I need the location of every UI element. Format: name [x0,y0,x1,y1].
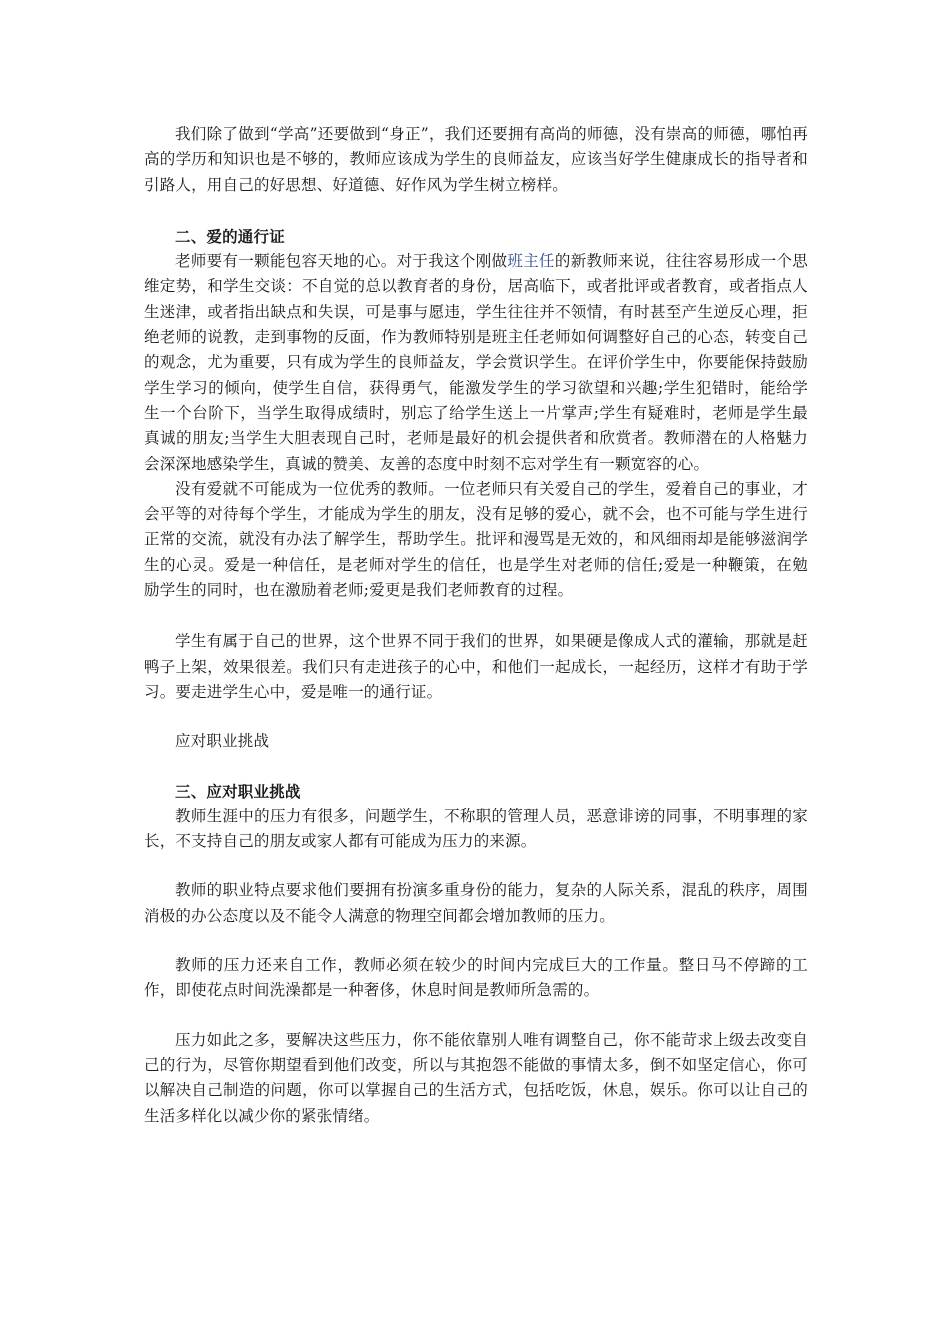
paragraph-no-love: 没有爱就不可能成为一位优秀的教师。一位老师只有关爱自己的学生，爱着自己的事业，才会平等的对待每个学生，才能成为学生的朋友，没有足够的爱心，就不会，也不可能与学生进行正常的交流，就没有办法了解学生，帮助学生。批评和漫骂是无效的，和风细雨却是能够滋润学生的心灵。爱是一种信任，是老师对学生的信任，也是学生对老师的信任;爱是一种鞭策，在勉励学生的同时，也在激励着老师;爱更是我们老师教育的过程。 [144,479,808,600]
paragraph-open-heart [144,249,808,477]
paragraph-student-world: 学生有属于自己的世界，这个世界不同于我们的世界，如果硬是像成人式的灌输，那就是赶鸭子上架，效果很差。我们只有走进孩子的心中，和他们一起成长，一起经历，这样才有助于学习。要走进学生心中，爱是唯一的通行证。 [144,632,808,701]
paragraph-spacer [144,755,808,779]
paragraph-text: 的新教师来说，往往容易形成一个思维定势，和学生交谈：不自觉的总以教育者的身份，居高临下，或者批评或者教育，或者指点人生迷津，或者指出缺点和失误，可是事与愿违，学生往往并不领情，有时甚至产生逆反心理，拒绝老师的说教，走到事物的反面，作为教师特别是班主任老师如何调整好自己的心态，转变自己的观念，尤为重要，只有成为学生的良师益友，学会赏识学生。在评价学生中，你要能保持鼓励学生学习的倾向，使学生自信，获得勇气，能激发学生的学习欲望和兴趣;学生犯错时，能给学生一个台阶下，当学生取得成绩时，别忘了给学生送上一片掌声;学生有疑难时，老师是学生最真诚的朋友;当学生大胆表现自己时，老师是最好的机会提供者和欣赏者。教师潜在的人格魅力会深深地感染学生，真诚的赞美、友善的态度中时刻不忘对学生有一颗宽容的心。 [144,252,808,473]
paragraph-spacer [144,198,808,224]
section-heading-career-challenge: 三、应对职业挑战 [175,781,301,801]
plain-heading-career-challenge: 应对职业挑战 [175,732,270,751]
paragraph-pressure-sources: 教师生涯中的压力有很多，问题学生，不称职的管理人员，恶意诽谤的同事，不明事理的家长，不支持自己的朋友或家人都有可能成为压力的来源。 [144,806,808,851]
paragraph-work-pressure: 教师的压力还来自工作，教师必须在较少的时间内完成巨大的工作量。整日马不停蹄的工作，即使花点时间洗澡都是一种奢侈，休息时间是教师所急需的。 [144,956,808,1000]
paragraph-spacer [144,854,808,878]
paragraph-spacer [144,929,808,953]
paragraph-teacher-ethics: 我们除了做到“学高”还要做到“身正”，我们还要拥有高尚的师德，没有崇高的师德，哪怕再高的学历和知识也是不够的，教师应该成为学生的良师益友，应该当好学生健康成长的指导者和引路人，用自己的好思想、好道德、好作风为学生树立榜样。 [144,125,808,194]
paragraph-multiple-roles: 教师的职业特点要求他们要拥有扮演多重身份的能力，复杂的人际关系，混乱的秩序，周围消极的办公态度以及不能令人满意的物理空间都会增加教师的压力。 [144,881,808,925]
paragraph-spacer [144,603,808,629]
paragraph-spacer [144,1004,808,1028]
section-heading-love-pass: 二、爱的通行证 [175,226,285,246]
paragraph-self-adjust: 压力如此之多，要解决这些压力，你不能依靠别人唯有调整自己，你不能苛求上级去改变自己的行为，尽管你期望看到他们改变，所以与其抱怨不能做的事情太多，倒不如坚定信心，你可以解决自己制造的问题，你可以掌握自己的生活方式，包括吃饭，休息，娱乐。你可以让自己的生活多样化以减少你的紧张情绪。 [144,1030,808,1125]
paragraph-spacer [144,705,808,729]
paragraph-text: 老师要有一颗能包容天地的心。对于我这个刚做 [175,252,508,271]
class-teacher-link[interactable]: 班主任 [507,252,555,271]
document-body [144,122,808,1129]
